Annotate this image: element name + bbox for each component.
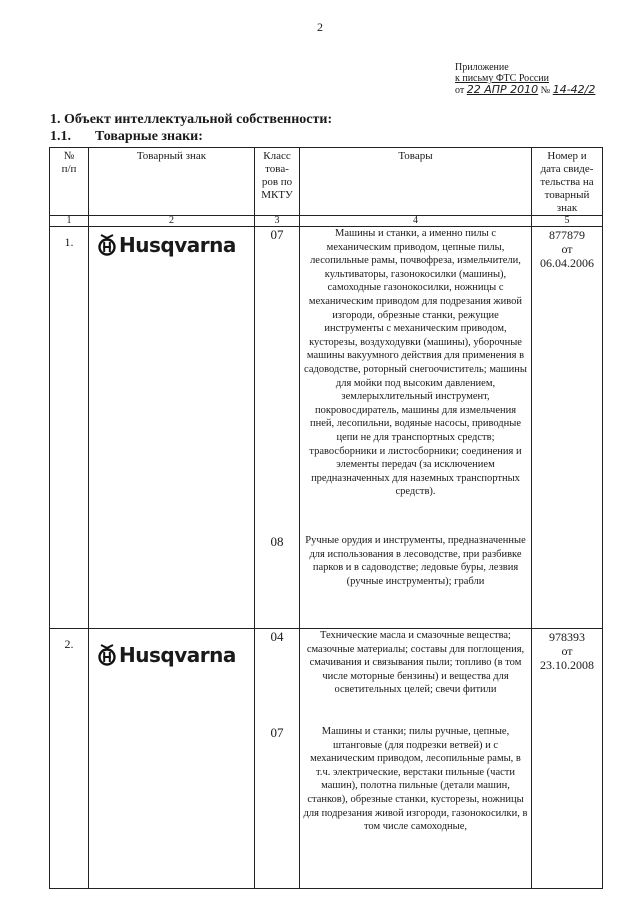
column-number: 3 — [255, 216, 300, 227]
subsection-title: Товарные знаки: — [95, 129, 203, 144]
class-cell: 04 07 — [255, 629, 300, 889]
page-number: 2 — [317, 20, 323, 34]
goods-text: Ручные орудия и инструменты, предназначенные для использования в лесоводстве, при разбивке парков и в садоводстве; ледовые буры, лезвия (ручные инструменты); грабли — [305, 535, 526, 587]
subsection-number: 1.1. — [50, 129, 71, 144]
goods-text: Технические масла и смазочные вещества; смазочные материалы; составы для поглощения, смачивания и связывания пыли; топливо (в том числе моторные бензины) и вещества для осветительных целей; свечи фитили — [306, 630, 525, 696]
husqvarna-logo — [97, 233, 254, 257]
number-prefix: № — [540, 85, 551, 96]
column-number: 4 — [300, 216, 532, 227]
appendix-line-2: к письму ФТС России — [455, 73, 549, 84]
header-class: Класс това- ров по МКТУ — [255, 148, 300, 216]
table-row — [50, 227, 603, 629]
header-registration: Номер и дата свиде- тельства на товарный знак — [532, 148, 603, 216]
row-number: 2. — [50, 629, 89, 889]
husqvarna-crown-icon — [97, 644, 117, 666]
row-number: 1. — [50, 227, 89, 629]
goods-text: Машины и станки; пилы ручные, цепные, штанговые (для подрезки ветвей) и с механическим приводом, лесопильные рамы, в т.ч. электрические, верстаки пильные (части машин), полотна пильные (детали машин, станков), обрезные станки, кусторезы, ножницы для подрезания живой изгороди, газонокосилки, в том числе самоходные, — [303, 726, 528, 833]
header-mark: Товарный знак — [89, 148, 255, 216]
appendix-line-1: Приложение — [455, 62, 509, 73]
header-goods: Товары — [300, 148, 532, 216]
handwritten-date: 22 АПР 2010 — [466, 83, 539, 96]
goods-text: Машины и станки, а именно пилы с механическим приводом, цепные пилы, лесопильные рамы, почвофреза, измельчители, культиваторы, газонокосилки (машины), самоходные газонокосилки, ножницы с механическим приводом для подрезания живой изгороди, обрезные станки, режущие инструменты с механическим приводом, кусторезы, воздуходувки (машины), уборочные машины вакуумного действия для применения в садоводстве, роторный снегоочиститель; машины для мойки под высоким давлением, землерыхлительный инструмент, покровосдиратель, машины для измельчения пней, лесопильни, водяные насосы, приводные цепи не для транспортных средств; травосборники и листосборники; соединения и элементы передач (за исключением предназначенных для наземных транспортных средств). — [304, 228, 527, 498]
husqvarna-logo — [97, 643, 254, 667]
column-number: 5 — [532, 216, 603, 227]
header-num: № п/п — [50, 148, 89, 216]
husqvarna-crown-icon — [97, 234, 117, 256]
appendix-line-3 — [455, 84, 605, 96]
trademark-table — [49, 147, 603, 889]
handwritten-number: 14-42/2 — [552, 83, 596, 96]
date-prefix: от — [455, 85, 465, 96]
table-row — [50, 629, 603, 889]
appendix-stamp — [455, 62, 605, 96]
column-number: 1 — [50, 216, 89, 227]
column-number-row — [50, 216, 603, 227]
goods-cell — [300, 629, 532, 889]
section-heading: 1. Объект интеллектуальной собственности: — [50, 112, 333, 127]
class-cell: 07 08 — [255, 227, 300, 629]
goods-cell — [300, 227, 532, 629]
column-number: 2 — [89, 216, 255, 227]
subsection-heading — [50, 129, 203, 145]
trademark-cell — [89, 629, 255, 889]
logo-wordmark: Husqvarna — [119, 643, 236, 667]
registration-cell: 978393 от 23.10.2008 — [532, 629, 603, 889]
table-header-row — [50, 148, 603, 216]
logo-wordmark: Husqvarna — [119, 233, 236, 257]
registration-cell: 877879 от 06.04.2006 — [532, 227, 603, 629]
trademark-cell — [89, 227, 255, 629]
